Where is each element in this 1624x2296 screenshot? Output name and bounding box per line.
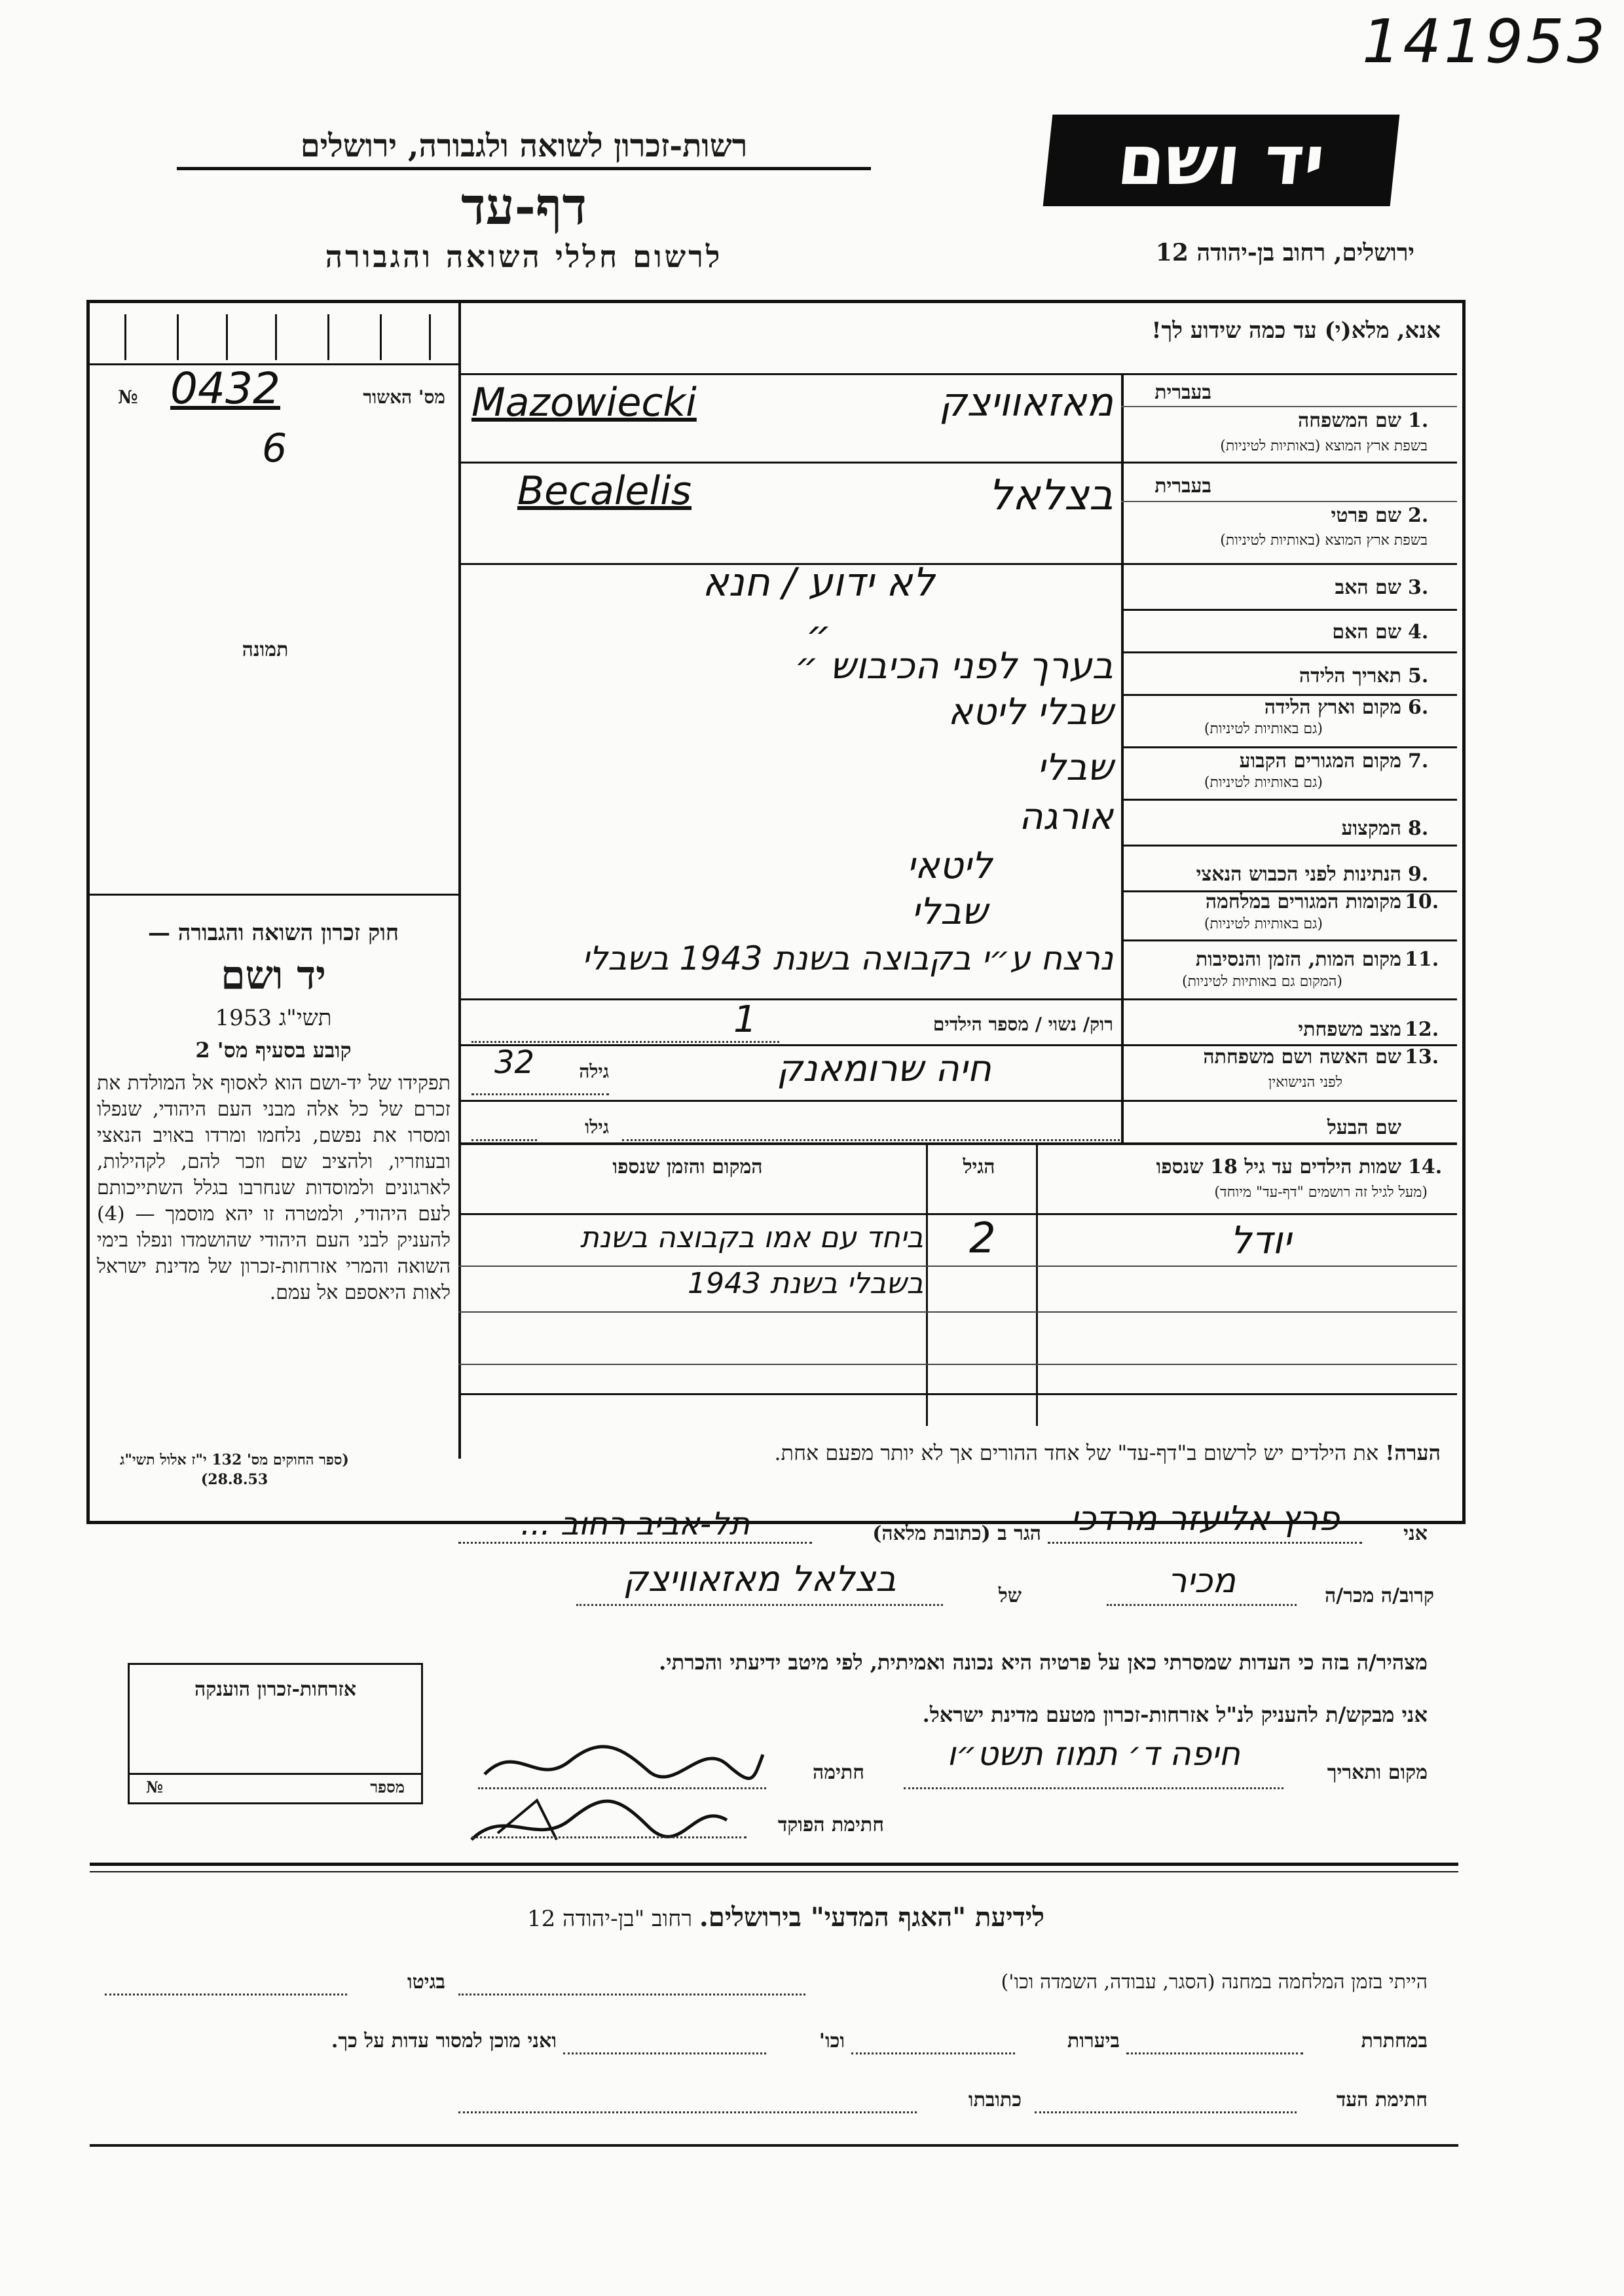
field-5-label: תאריך הלידה xyxy=(1299,665,1401,687)
reg-no-label: מס' האשור xyxy=(363,386,445,408)
reg-ticks xyxy=(98,308,439,360)
husband-label: שם הבעל xyxy=(1327,1116,1401,1139)
archive-line3-a: חתימת העד xyxy=(1336,2088,1428,2111)
field-6-label: מקום וארץ הלידה xyxy=(1264,696,1401,719)
field-11-num: 11. xyxy=(1405,948,1439,971)
field-13-label: שם האשה ושם משפחתה xyxy=(1203,1046,1401,1068)
camp-line xyxy=(458,1994,805,1995)
children-col-names-sub: (מעל לגיל זה רושמים "דף-עד" מיוחד) xyxy=(1214,1184,1428,1201)
note-text: את הילדים יש לרשום ב"דף-עד" של אחד ההורים אך לא יותר מפעם אחת. xyxy=(774,1440,1379,1465)
field-2-sub: בשפת ארץ המוצא (באותיות לטיניות) xyxy=(1220,532,1428,549)
field-2-tag: בעברית xyxy=(1154,475,1211,498)
law-section: קובע בסעיף מס' 2 xyxy=(195,1038,352,1063)
archive-top-line-2 xyxy=(90,1871,1458,1872)
reg-no-symbol: № xyxy=(118,386,138,408)
field-10-num: 10. xyxy=(1405,890,1439,913)
citizenship-no-symbol: № xyxy=(146,1777,164,1796)
field-11-sub: (המקום גם באותיות לטיניות) xyxy=(1182,974,1342,990)
children-col-place: המקום והזמן שנספו xyxy=(612,1156,763,1178)
statement-text: מצהיר/ה בזה כי העדות שמסרתי כאן על פרטיה היא נכונה ואמיתית, לפי מיטב ידיעתי והכרתי. xyxy=(659,1650,1428,1675)
archive-top-line xyxy=(90,1863,1458,1866)
husband-name-line xyxy=(622,1139,1120,1141)
reg-no-sub: 6 xyxy=(262,426,287,471)
place-date-line xyxy=(904,1787,1283,1789)
archive-line2-d: ואני מוכן למסור עדות על כך. xyxy=(331,2030,557,2052)
field-8-num: 8. xyxy=(1408,817,1429,840)
archive-number: 141953 xyxy=(1362,7,1608,77)
archive-line2-a: במחתרת xyxy=(1361,2030,1428,2052)
law-name: יד ושם xyxy=(221,953,326,998)
field-1-sub: בשפת ארץ המוצא (באותיות לטיניות) xyxy=(1220,438,1428,454)
authority-title: רשות-זכרון לשואה ולגבורה, ירושלים xyxy=(177,128,871,170)
field-7-num: 7. xyxy=(1408,750,1429,773)
officer-signature xyxy=(458,1781,740,1853)
field-2-num: 2. xyxy=(1408,504,1429,527)
archive-line2-b: ביערות xyxy=(1067,2030,1120,2052)
yad-vashem-logo xyxy=(1043,115,1400,206)
law-ref: (ספר החוקים מס' 132 י"ז אלול תשי"ג 28.8.53) xyxy=(120,1451,349,1488)
place-date-value: חיפה ד׳ תמוז תשט״ו xyxy=(947,1735,1240,1773)
firstname-latin: Becalelis xyxy=(517,468,692,514)
logo-text: יד ושם xyxy=(1114,120,1329,200)
citizenship-title: אזרחות-זכרון הוענקה xyxy=(194,1678,357,1701)
wife-age-line xyxy=(471,1093,609,1095)
ghetto-line xyxy=(105,1994,347,1995)
children-count-line xyxy=(471,1041,779,1043)
citizenship-no-label: מספר xyxy=(370,1777,405,1796)
field-7-sub: (גם באותיות לטיניות) xyxy=(1204,774,1323,791)
field-2-label: שם פרטי xyxy=(1331,504,1401,527)
subject-name-line xyxy=(576,1604,943,1606)
archive-title: לידיעת "האגף המדעי" בירושלים. xyxy=(699,1902,1045,1933)
law-heading: חוק זכרון השואה והגבורה — xyxy=(147,920,399,946)
relation-value: מכיר xyxy=(1168,1561,1236,1601)
officer-signature-line xyxy=(471,1836,747,1838)
field-6-num: 6. xyxy=(1408,696,1429,719)
header-address: ירושלים, רחוב בן-יהודה 12 xyxy=(1155,239,1414,266)
archive-bottom-line xyxy=(90,2144,1458,2147)
of-label: של xyxy=(998,1584,1022,1607)
field-11-label: מקום המות, הזמן והנסיבות xyxy=(1195,948,1401,971)
surname-hebrew: מאזאוויצק xyxy=(938,380,1113,426)
field-3-label: שם האב xyxy=(1335,576,1401,599)
field-10-sub: (גם באותיות לטיניות) xyxy=(1204,916,1323,932)
wife-name: חיה שרומאנק xyxy=(777,1048,991,1090)
field-7-label: מקום המגורים הקבוע xyxy=(1239,750,1401,773)
law-year: תשי"ג 1953 xyxy=(215,1005,332,1031)
field-1-tag: בעברית xyxy=(1154,381,1211,404)
officer-label: חתימת הפוקד xyxy=(777,1813,884,1836)
husband-age-label: גילו xyxy=(585,1116,609,1138)
field-1-label: שם המשפחה xyxy=(1297,409,1401,432)
note-row xyxy=(458,1440,1441,1480)
form-subtitle: לרשום חללי השואה והגבורה xyxy=(325,239,723,274)
declarant-name: פרץ אליעזר מרדכי xyxy=(1070,1499,1340,1539)
subject-name: בצלאל מאזאוויצק xyxy=(623,1558,896,1599)
age-label: גילה xyxy=(579,1061,609,1082)
etc-line xyxy=(563,2052,766,2054)
field-4-label: שם האם xyxy=(1332,621,1401,644)
nationality: ליטאי xyxy=(906,845,993,887)
field-3-num: 3. xyxy=(1408,576,1429,599)
instruction-text: אנא, מלא(י) עד כמה שידוע לך! xyxy=(1151,318,1441,344)
children-col-names: שמות הילדים עד גיל 18 שנספו xyxy=(1156,1156,1401,1178)
father-name: לא ידוע / חנא xyxy=(702,560,935,606)
relation-line xyxy=(1107,1604,1297,1606)
declarant-address-line xyxy=(458,1542,812,1544)
archive-address: רחוב "בן-יהודה 12 xyxy=(526,1906,693,1932)
citizenship-box xyxy=(128,1663,423,1804)
witness-address-line xyxy=(458,2111,917,2113)
birth-date: בערך לפני הכיבוש ״ xyxy=(794,645,1113,687)
photo-label: תמונה xyxy=(242,638,289,661)
field-12-label: מצב משפחתי xyxy=(1298,1018,1401,1041)
husband-age-line xyxy=(471,1139,537,1141)
firstname-hebrew: בצלאל xyxy=(988,471,1113,520)
relative-label: קרוב/ה מכר/ה xyxy=(1325,1584,1434,1607)
field-1-num: 1. xyxy=(1408,409,1429,432)
place-date-label: מקום ותאריך xyxy=(1327,1761,1428,1784)
field-10-label: מקומות המגורים במלחמה xyxy=(1205,890,1401,913)
form-title: דף-עד xyxy=(461,177,587,236)
child-2-place: בשבלי בשנת 1943 xyxy=(688,1267,923,1300)
residence: שבלי xyxy=(1037,746,1113,789)
archive-title-row xyxy=(393,1902,1179,1933)
profession: אורגה xyxy=(1019,795,1113,838)
law-panel-top xyxy=(90,894,460,896)
death-place: נרצח ע״י בקבוצה בשנת 1943 בשבלי xyxy=(581,939,1113,977)
children-num: 14. xyxy=(1408,1156,1443,1178)
wife-age: 32 xyxy=(494,1044,535,1081)
resident-label: הגר ב (כתובת מלאה) xyxy=(872,1522,1041,1545)
field-12-num: 12. xyxy=(1405,1018,1439,1041)
mother-name: ״ xyxy=(805,612,832,658)
marital-options: רוק/ נשוי / מספר הילדים xyxy=(932,1013,1113,1035)
request-text: אני מבקש/ת להעניק לנ"ל אזרחות-זכרון מטעם מדינת ישראל. xyxy=(922,1702,1428,1727)
archive-line3-b: כתובתו xyxy=(968,2088,1022,2111)
declarant-address: תל-אביב רחוב ... xyxy=(520,1506,750,1542)
officer-signature-scribble-icon xyxy=(458,1781,740,1853)
reg-no-value: 0432 xyxy=(170,363,280,414)
forests-line xyxy=(851,2052,1015,2054)
child-1-age: 2 xyxy=(969,1214,996,1263)
children-col-age: הגיל xyxy=(963,1156,995,1178)
signature-label: חתימה xyxy=(813,1761,864,1784)
surname-latin: Mazowiecki xyxy=(471,380,697,426)
law-text: תפקידו של יד-ושם הוא לאסוף אל המולדת את זכרם של כל אלה מבני העם היהודי, שנפלו ומסרו את נפשם, נלחמו ומרדו באויב הנאצי ובעוזריו, ולהציב שם וזכר להם, לקהילות, לארגונים ולמוסדות שנחרבו בגלל השתייכותם לעם היהודי, ולמטרה זו יהא מוסמך — (4) להעניק לבני העם היהודי שהושמדו ונפלו בימי השואה והמרי אזרחות-זכרון של מדינת ישראל לאות היאספם אל עמם. xyxy=(97,1072,451,1304)
field-13-num: 13. xyxy=(1405,1046,1439,1068)
children-count: 1 xyxy=(733,998,757,1041)
field-4-num: 4. xyxy=(1408,621,1429,644)
declarant-name-line xyxy=(1048,1542,1362,1544)
field-9-num: 9. xyxy=(1408,863,1429,886)
field-6-sub: (גם באותיות לטיניות) xyxy=(1204,721,1323,737)
field-9-label: הנתינות לפני הכבוש הנאצי xyxy=(1196,863,1401,886)
field-5-num: 5. xyxy=(1408,665,1429,687)
child-1-name: יודל xyxy=(1230,1218,1291,1262)
archive-line2-c: וכו' xyxy=(819,2030,845,2052)
underground-line xyxy=(1126,2052,1303,2054)
ani-label: אני xyxy=(1403,1522,1428,1545)
field-13-sub: לפני הנישואין xyxy=(1268,1074,1342,1091)
witness-signature-line xyxy=(1035,2111,1297,2113)
note-title: הערה! xyxy=(1385,1440,1441,1465)
field-8-label: המקצוע xyxy=(1341,817,1401,840)
wartime-residence: שבלי xyxy=(911,890,988,933)
child-1-place: ביחד עם אמו בקבוצה בשנת xyxy=(580,1221,923,1254)
archive-line1-a: הייתי בזמן המלחמה במחנה (הסגר, עבודה, השמדה וכו') xyxy=(1001,1971,1428,1994)
birth-place: שבלי ליטא xyxy=(948,691,1113,733)
archive-line1-b: בגיטו xyxy=(407,1971,445,1994)
